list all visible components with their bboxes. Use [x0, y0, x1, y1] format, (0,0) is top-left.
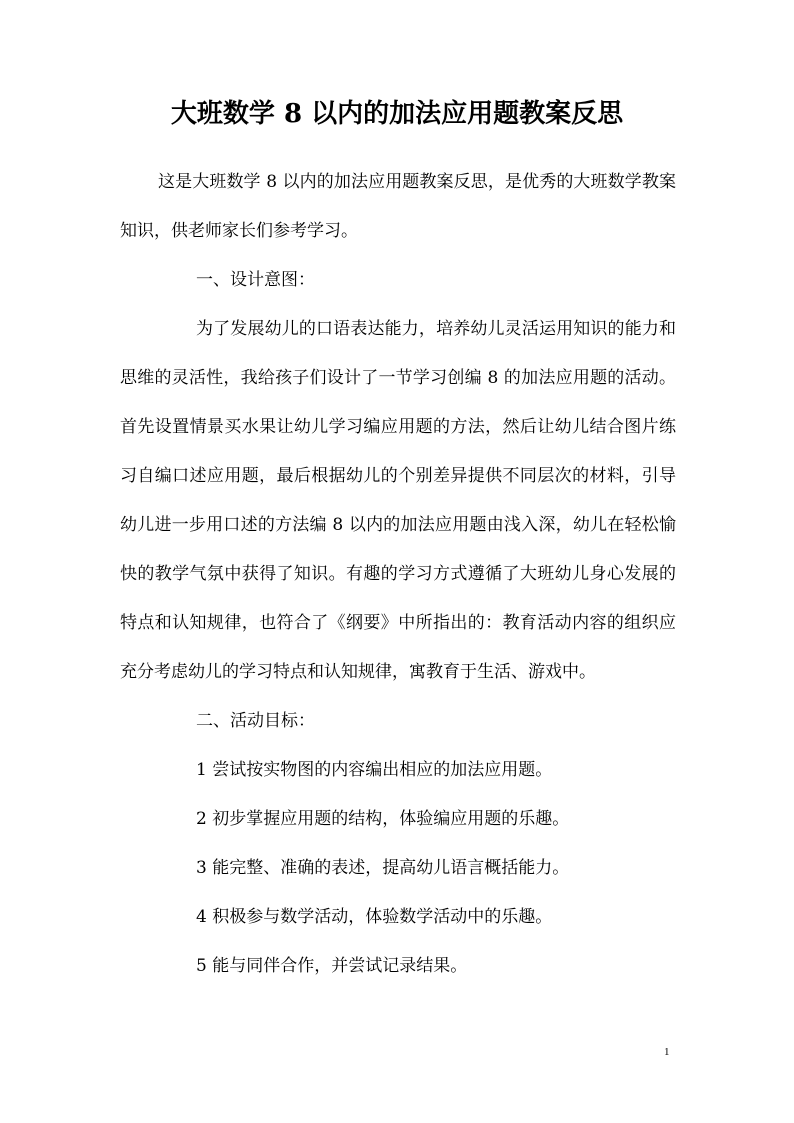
- goal-item: 1 尝试按实物图的内容编出相应的加法应用题。: [196, 760, 553, 780]
- goal-item: 3 能完整、准确的表述，提高幼儿语言概括能力。: [196, 858, 570, 878]
- section-heading-design-intent: 一、设计意图：: [196, 270, 315, 290]
- goal-item: 4 积极参与数学活动，体验数学活动中的乐趣。: [196, 907, 553, 927]
- goal-item: 2 初步掌握应用题的结构，体验编应用题的乐趣。: [196, 809, 570, 829]
- section-heading-activity-goals: 二、活动目标：: [196, 711, 315, 731]
- design-intent-paragraph: 为了发展幼儿的口语表达能力，培养幼儿灵活运用知识的能力和思维的灵活性，我给孩子们设计了一节学习创编 8 的加法应用题的活动。首先设置情景买水果让幼儿学习编应用题的方法，然后让幼儿结合图片练习自编口述应用题，最后根据幼儿的个别差异提供不同层次的材料，引导幼儿进一步用口述的方法编 8 以内的加法应用题由浅入深，幼儿在轻松愉快的教学气氛中获得了知识。有趣的学习方式遵循了大班幼儿身心发展的特点和认知规律，也符合了《纲要》中所指出的：教育活动内容的组织应充分考虑幼儿的学习特点和认知规律，寓教育于生活、游戏中。: [120, 319, 676, 682]
- page-number: 1: [664, 1046, 670, 1058]
- page-title: 大班数学 8 以内的加法应用题教案反思: [170, 99, 624, 129]
- intro-paragraph: 这是大班数学 8 以内的加法应用题教案反思，是优秀的大班数学教案知识，供老师家长们参考学习。: [120, 172, 676, 241]
- goal-item: 5 能与同伴合作，并尝试记录结果。: [196, 956, 468, 976]
- document-body: [120, 158, 676, 991]
